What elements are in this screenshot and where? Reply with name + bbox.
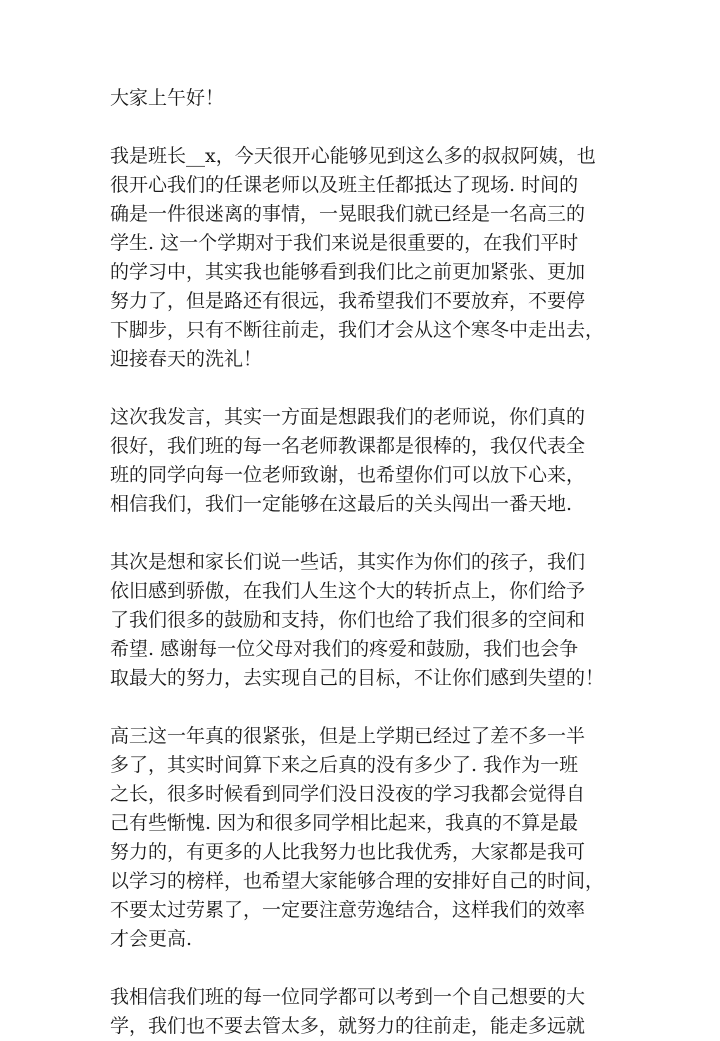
text-line: 很好，我们班的每一名老师教课都是很棒的，我仅代表全: [110, 435, 586, 457]
paragraph: [110, 142, 610, 374]
paragraph: [110, 548, 610, 693]
text-line: 了我们很多的鼓励和支持，你们也给了我们很多的空间和: [110, 609, 586, 631]
text-line: 不要太过劳累了，一定要注意劳逸结合，这样我们的效率: [110, 899, 586, 921]
text-line: 很开心我们的任课老师以及班主任都抵达了现场. 时间的: [110, 174, 579, 196]
paragraph-gap: [110, 693, 610, 722]
paragraph-gap: [110, 374, 610, 403]
text-line: 我相信我们班的每一位同学都可以考到一个自己想要的大: [110, 986, 586, 1008]
text-line: 班的同学向每一位老师致谢，也希望你们可以放下心来，: [110, 464, 586, 486]
text-line: 努力的，有更多的人比我努力也比我优秀，大家都是我可: [110, 841, 586, 863]
text-line: 才会更高.: [110, 928, 193, 950]
text-line: 高三这一年真的很紧张，但是上学期已经过了差不多一半: [110, 725, 586, 747]
paragraph: [110, 983, 610, 1041]
text-line: 迎接春天的洗礼！: [110, 348, 263, 370]
text-line: 下脚步，只有不断往前走，我们才会从这个寒冬中走出去，: [110, 319, 605, 341]
text-line: 确是一件很迷离的事情，一晃眼我们就已经是一名高三的: [110, 203, 586, 225]
text-line: 学生. 这一个学期对于我们来说是很重要的，在我们平时: [110, 232, 579, 254]
text-line: 己有些惭愧. 因为和很多同学相比起来，我真的不算是最: [110, 812, 579, 834]
paragraph: [110, 403, 610, 519]
text-line: 其次是想和家长们说一些话，其实作为你们的孩子，我们: [110, 551, 586, 573]
greeting: 大家上午好！: [110, 87, 225, 109]
text-line: 希望. 感谢每一位父母对我们的疼爱和鼓励，我们也会争: [110, 638, 579, 660]
text-line: 相信我们，我们一定能够在这最后的关头闯出一番天地.: [110, 493, 573, 515]
paragraph-gap: [110, 954, 610, 983]
paragraph-gap: [110, 519, 610, 548]
text-line: 努力了，但是路还有很远，我希望我们不要放弃，不要停: [110, 290, 586, 312]
text-line: 依旧感到骄傲，在我们人生这个大的转折点上，你们给予: [110, 580, 586, 602]
text-line: 学，我们也不要去管太多，就努力的往前走，能走多远就: [110, 1015, 586, 1037]
paragraph-gap: [110, 113, 610, 142]
text-line: 这次我发言，其实一方面是想跟我们的老师说，你们真的: [110, 406, 586, 428]
document-page: [110, 84, 610, 1041]
text-line: 取最大的努力，去实现自己的目标，不让你们感到失望的！: [110, 667, 605, 689]
text-line: 多了，其实时间算下来之后真的没有多少了. 我作为一班: [110, 754, 579, 776]
text-line: 以学习的榜样，也希望大家能够合理的安排好自己的时间，: [110, 870, 605, 892]
paragraph: [110, 722, 610, 954]
text-line: 我是班长__x，今天很开心能够见到这么多的叔叔阿姨，也: [110, 145, 596, 167]
text-line: 之长，很多时候看到同学们没日没夜的学习我都会觉得自: [110, 783, 586, 805]
text-line: 的学习中，其实我也能够看到我们比之前更加紧张、更加: [110, 261, 586, 283]
